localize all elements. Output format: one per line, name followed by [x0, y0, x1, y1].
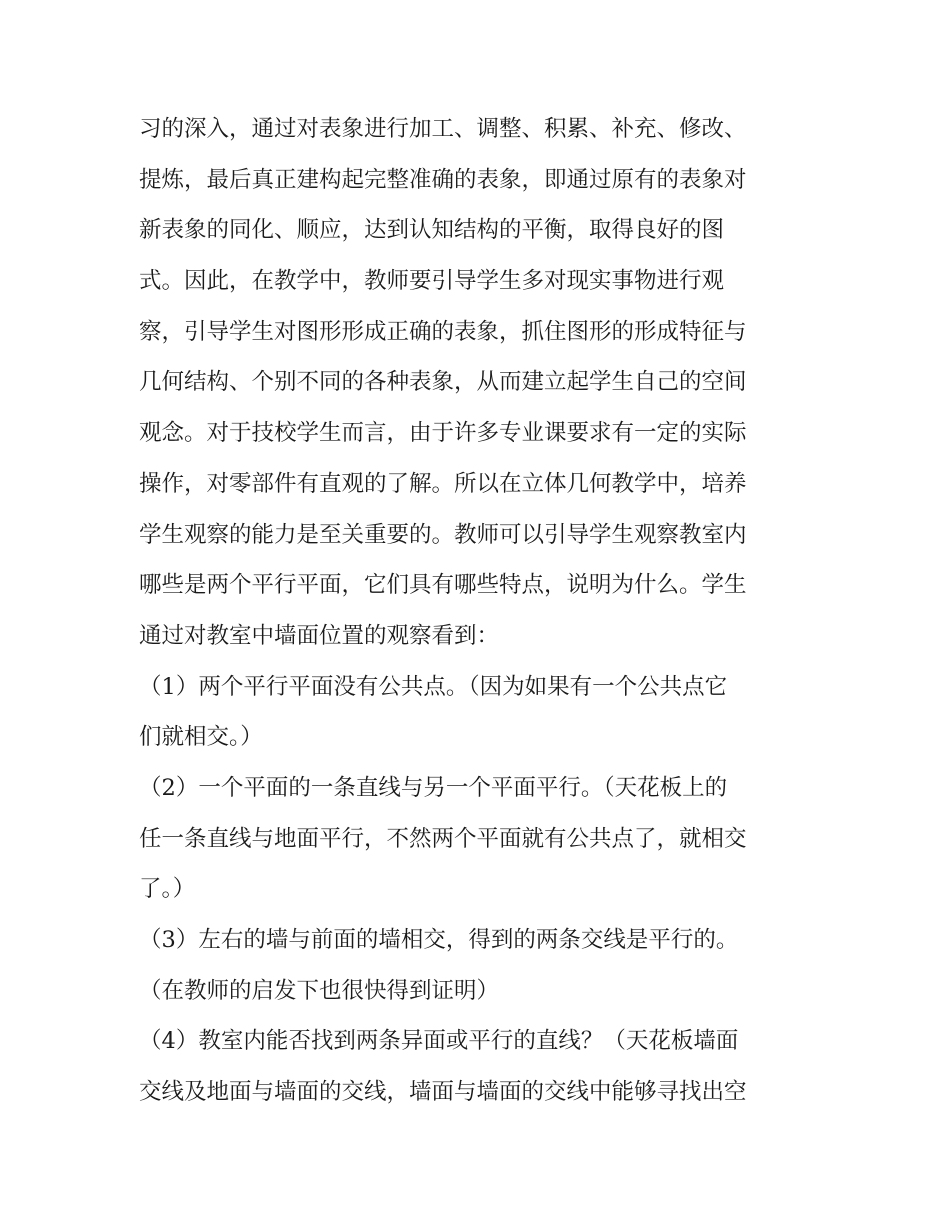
text-line: 提炼，最后真正建构起完整准确的表象，即通过原有的表象对	[139, 166, 747, 193]
list-item-1-continuation: 们就相交。）	[139, 724, 263, 751]
text-line: 几何结构、个别不同的各种表象，从而建立起学生自己的空间	[139, 369, 747, 396]
text-line: 察，引导学生对图形形成正确的表象，抓住图形的形成特征与	[139, 318, 747, 345]
list-item-2-continuation: 了。）	[139, 876, 196, 903]
text-line: 学生观察的能力是至关重要的。教师可以引导学生观察教室内	[139, 521, 747, 548]
text-line: 观念。对于技校学生而言，由于许多专业课要求有一定的实际	[139, 420, 747, 447]
text-line: 哪些是两个平行平面，它们具有哪些特点，说明为什么。学生	[139, 572, 747, 599]
list-item-3-continuation: （在教师的启发下也很快得到证明）	[139, 977, 500, 1004]
text-line: 式。因此，在教学中，教师要引导学生多对现实事物进行观	[139, 268, 725, 295]
list-item-1-line: （1）两个平行平面没有公共点。（因为如果有一个公共点它	[139, 673, 728, 700]
text-line: 习的深入，通过对表象进行加工、调整、积累、补充、修改、	[139, 116, 747, 142]
body-text	[139, 104, 819, 1118]
list-item-4-line: （4）教室内能否找到两条异面或平行的直线？（天花板墙面	[139, 1028, 739, 1055]
list-item-2-line: （2）一个平面的一条直线与另一个平面平行。（天花板上的	[139, 774, 728, 801]
list-item-2-continuation: 任一条直线与地面平行，不然两个平面就有公共点了，就相交	[139, 825, 747, 852]
text-line: 新表象的同化、顺应，达到认知结构的平衡，取得良好的图	[139, 217, 725, 244]
list-item-3-line: （3）左右的墙与前面的墙相交，得到的两条交线是平行的。	[139, 927, 739, 953]
text-line: 操作，对零部件有直观的了解。所以在立体几何教学中，培养	[139, 470, 747, 497]
text-line: 通过对教室中墙面位置的观察看到：	[139, 622, 500, 649]
list-item-4-continuation: 交线及地面与墙面的交线，墙面与墙面的交线中能够寻找出空	[139, 1079, 747, 1106]
